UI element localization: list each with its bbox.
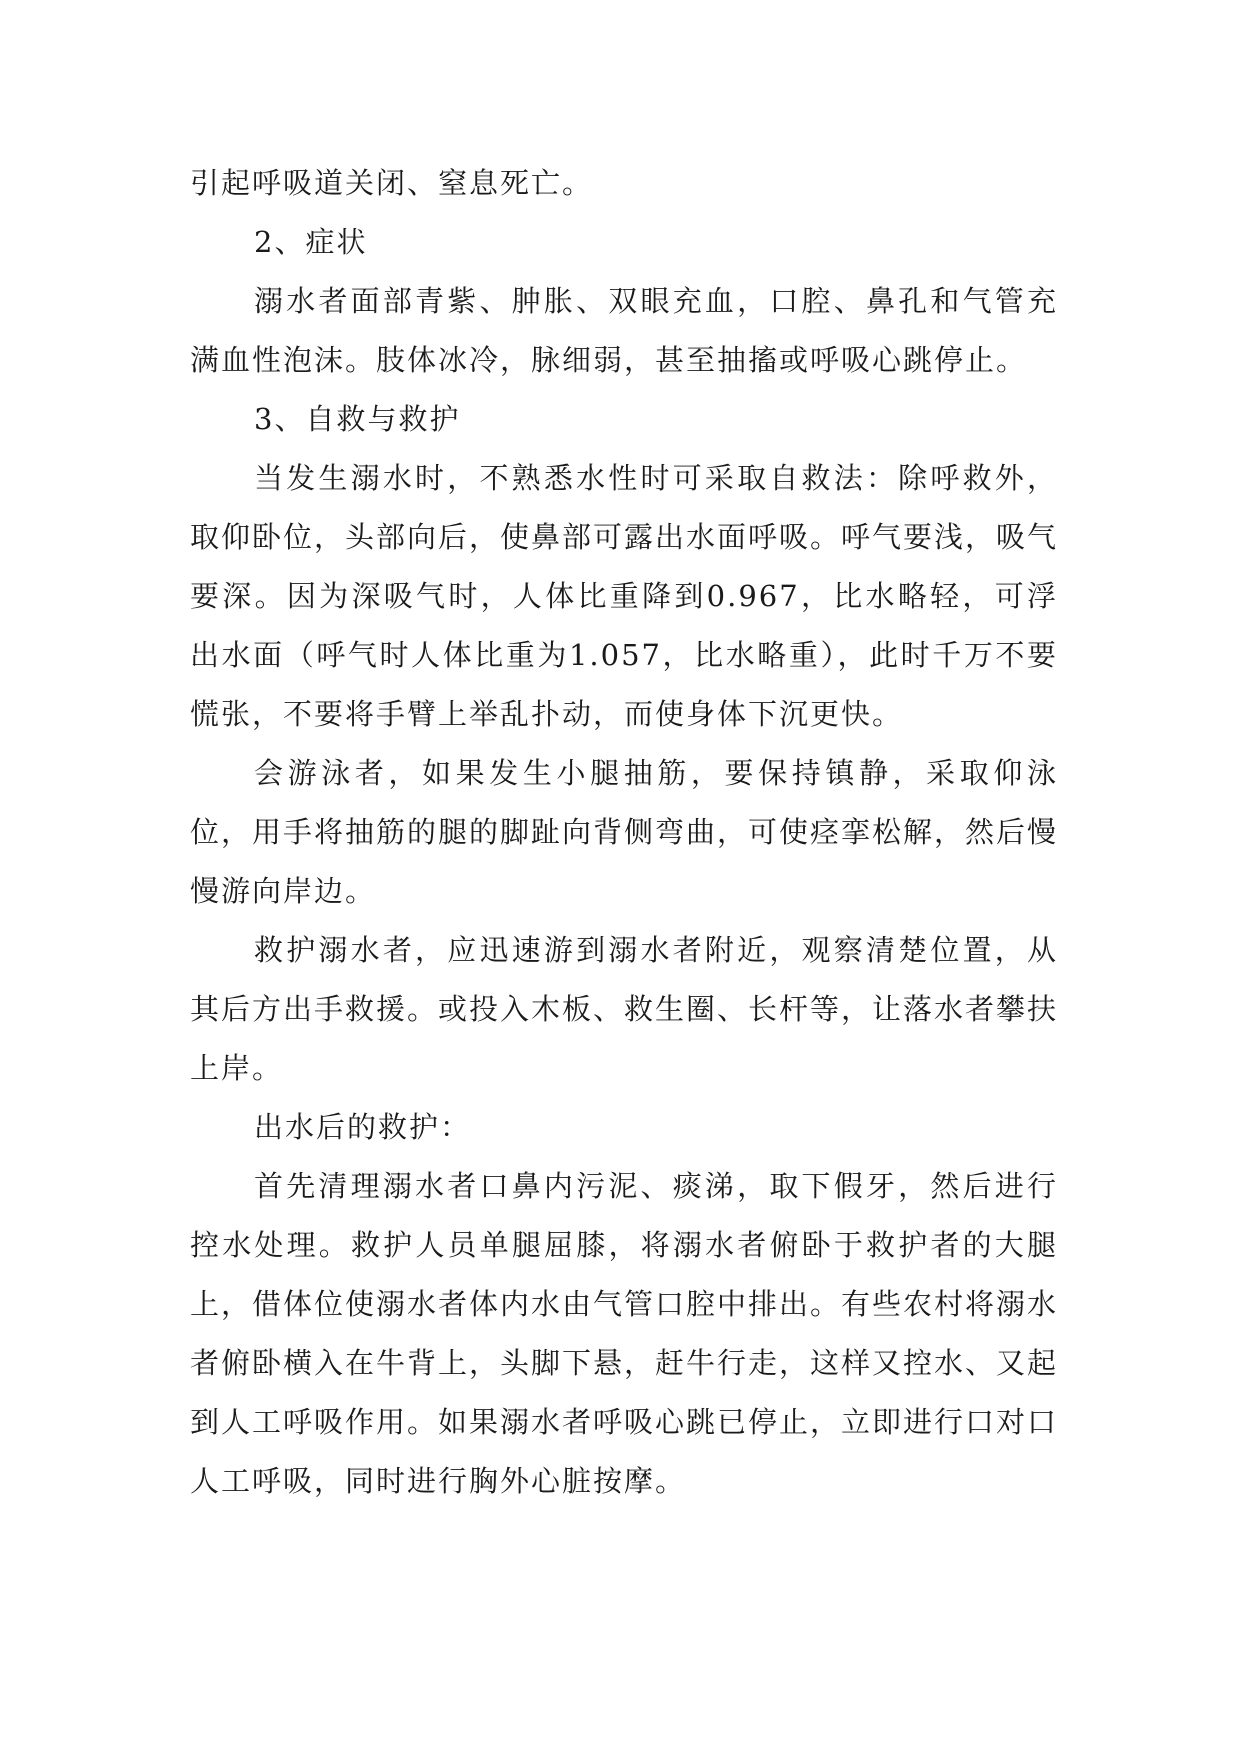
heading-self-rescue: 3、自救与救护 — [254, 402, 461, 436]
heading-after-water: 出水后的救护： — [254, 1110, 472, 1144]
paragraph-rescue-others: 救护溺水者，应迅速游到溺水者附近，观察清楚位置，从其后方出手救援。或投入木板、救生圈、长杆等，让落水者攀扶上岸。 — [190, 933, 1059, 1085]
document-body — [190, 154, 1058, 1511]
paragraph-symptoms: 溺水者面部青紫、肿胀、双眼充血，口腔、鼻孔和气管充满血性泡沫。肢体冰冷，脉细弱，甚至抽搐或呼吸心跳停止。 — [190, 284, 1058, 377]
paragraph-continuation: 引起呼吸道关闭、窒息死亡。 — [190, 166, 594, 200]
paragraph-after-water: 首先清理溺水者口鼻内污泥、痰涕，取下假牙，然后进行控水处理。救护人员单腿屈膝，将溺水者俯卧于救护者的大腿上，借体位使溺水者体内水由气管口腔中排出。有些农村将溺水者俯卧横入在牛背上，头脚下悬，赶牛行走，这样又控水、又起到人工呼吸作用。如果溺水者呼吸心跳已停止，立即进行口对口人工呼吸，同时进行胸外心脏按摩。 — [190, 1169, 1059, 1498]
paragraph-cramp: 会游泳者，如果发生小腿抽筋，要保持镇静，采取仰泳位，用手将抽筋的腿的脚趾向背侧弯曲，可使痉挛松解，然后慢慢游向岸边。 — [190, 756, 1059, 908]
heading-symptoms: 2、症状 — [254, 225, 368, 259]
paragraph-self-rescue: 当发生溺水时，不熟悉水性时可采取自救法：除呼救外，取仰卧位，头部向后，使鼻部可露出水面呼吸。呼气要浅，吸气要深。因为深吸气时，人体比重降到0.967，比水略轻，可浮出水面（呼气时人体比重为1.057，比水略重），此时千万不要慌张，不要将手臂上举乱扑动，而使身体下沉更快。 — [190, 461, 1059, 731]
